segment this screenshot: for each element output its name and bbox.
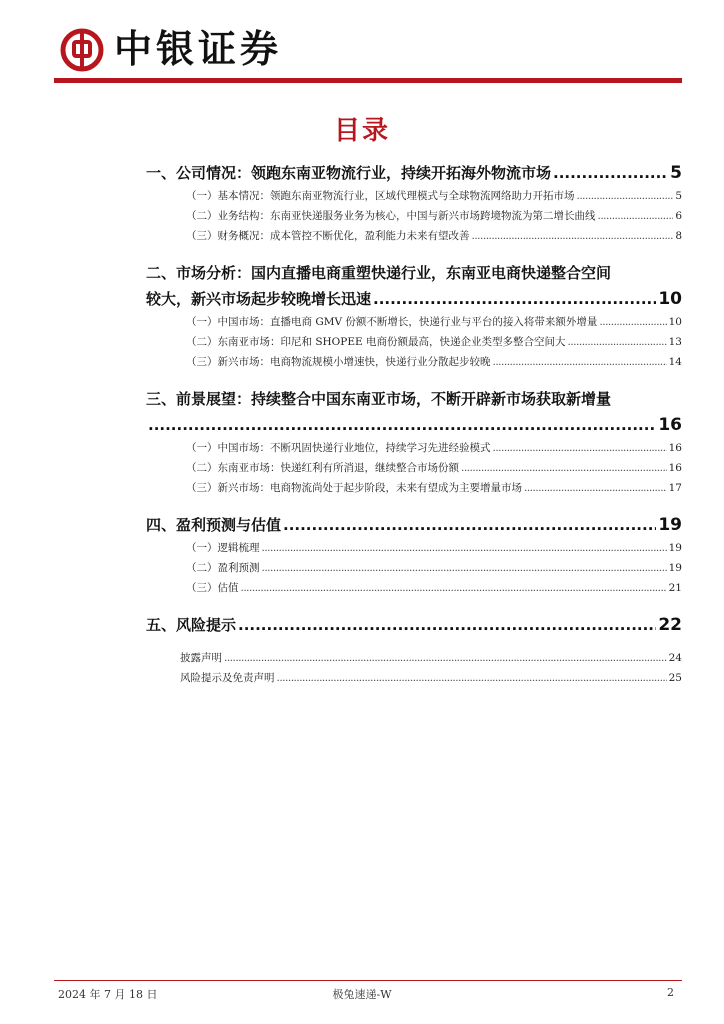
dot-leader (277, 668, 667, 688)
toc-subsection-title: （三）估值 (186, 582, 239, 594)
dot-leader (577, 186, 674, 206)
toc-subsection-title: （一）中国市场：直播电商 GMV 份额不断增长，快递行业与平台的接入将带来额外增量 (186, 316, 598, 328)
toc-subsection[interactable] (146, 186, 682, 206)
dot-leader (238, 612, 656, 638)
dot-leader (472, 226, 674, 246)
toc-subsection[interactable] (146, 206, 682, 226)
bank-of-china-coin-icon (60, 28, 104, 72)
toc-page-number: 22 (658, 615, 682, 635)
footer-date: 2024 年 7 月 18 日 (58, 988, 158, 1001)
toc-subsection-title: （三）新兴市场：电商物流规模小增速快，快递行业分散起步较晚 (186, 356, 491, 368)
toc-page-number: 13 (668, 336, 682, 348)
dot-leader (598, 206, 674, 226)
dot-leader (262, 558, 667, 578)
toc-subsection-title: （二）业务结构：东南亚快递服务业务为核心，中国与新兴市场跨境物流为第二增长曲线 (186, 210, 596, 222)
dot-leader (224, 648, 667, 668)
toc-page-number: 14 (668, 356, 682, 368)
brand-name: 中银证券 (114, 27, 283, 71)
dot-leader (283, 512, 656, 538)
toc-section-4[interactable] (146, 512, 682, 538)
toc-page-number: 16 (668, 442, 682, 454)
toc-subsection-title: （二）东南亚市场：印尼和 SHOPEE 电商份额最高，快递企业类型多整合空间大 (186, 336, 566, 348)
toc-subsection-title: （二）东南亚市场：快递红利有所消退，继续整合市场份额 (186, 462, 459, 474)
footer-company: 极兔速递-W (332, 988, 392, 1001)
toc-entry-title: 风险提示及免责声明 (180, 672, 275, 684)
toc-subsection[interactable] (146, 438, 682, 458)
toc-page-number: 25 (668, 672, 682, 684)
toc-page-number: 21 (668, 582, 682, 594)
toc-subsection-title: （一）基本情况：领跑东南亚物流行业，区域代理模式与全球物流网络助力开拓市场 (186, 190, 575, 202)
toc-page-number: 6 (675, 210, 682, 222)
toc-subsection[interactable] (146, 578, 682, 598)
toc-title: 目录 (333, 116, 390, 146)
toc-section-5[interactable] (146, 612, 682, 638)
toc-page-number: 5 (675, 190, 682, 202)
toc-subsection[interactable] (146, 226, 682, 246)
toc-page-number: 17 (668, 482, 682, 494)
toc-section-title: 五、风险提示 (146, 616, 237, 634)
toc-page-number: 19 (668, 562, 682, 574)
toc-page-number: 19 (658, 515, 682, 535)
header-divider (54, 78, 682, 83)
toc-section-title-line2: 较大，新兴市场起步较晚增长迅速 (146, 290, 372, 308)
footer-divider (54, 980, 682, 981)
toc-subsection[interactable] (146, 558, 682, 578)
toc-subsection[interactable] (146, 458, 682, 478)
toc-subsection-title: （二）盈利预测 (186, 562, 260, 574)
toc-page-number: 16 (658, 415, 682, 435)
toc-subsection[interactable] (146, 478, 682, 498)
toc-section-2[interactable] (146, 260, 682, 312)
toc-section-title-line1: 二、市场分析：国内直播电商重塑快递行业，东南亚电商快递整合空间 (146, 264, 612, 282)
dot-leader (599, 312, 666, 332)
toc-subsection[interactable] (146, 332, 682, 352)
dot-leader (493, 352, 667, 372)
dot-leader (461, 458, 667, 478)
toc-page-number: 8 (675, 230, 682, 242)
toc-subsection[interactable] (146, 312, 682, 332)
dot-leader (241, 578, 667, 598)
dot-leader (568, 332, 667, 352)
toc-page-number: 5 (670, 163, 682, 183)
toc-section-1[interactable] (146, 160, 682, 186)
toc-page-number: 24 (668, 652, 682, 664)
toc-subsection-title: （一）逻辑梳理 (186, 542, 260, 554)
toc-disclosure-entry[interactable] (146, 648, 682, 668)
toc-section-title: 一、公司情况：领跑东南亚物流行业，持续开拓海外物流市场 (146, 164, 552, 182)
toc-section-title: 三、前景展望：持续整合中国东南亚市场，不断开辟新市场获取新增量 (146, 390, 612, 408)
footer-page-number: 2 (667, 986, 674, 999)
dot-leader (553, 160, 668, 186)
toc-subsection[interactable] (146, 538, 682, 558)
toc-subsection[interactable] (146, 352, 682, 372)
toc-subsection-title: （三）新兴市场：电商物流尚处于起步阶段，未来有望成为主要增量市场 (186, 482, 522, 494)
dot-leader (493, 438, 667, 458)
dot-leader (148, 412, 656, 438)
table-of-contents (146, 160, 682, 688)
toc-subsection-title: （一）中国市场：不断巩固快递行业地位，持续学习先进经验模式 (186, 442, 491, 454)
toc-section-3[interactable] (146, 386, 682, 438)
dot-leader (524, 478, 667, 498)
toc-entry-title: 披露声明 (180, 652, 222, 664)
toc-subsection-title: （三）财务概况：成本管控不断优化，盈利能力未来有望改善 (186, 230, 470, 242)
toc-section-title: 四、盈利预测与估值 (146, 516, 282, 534)
toc-page-number: 10 (668, 316, 682, 328)
toc-page-number: 10 (658, 289, 682, 309)
toc-disclaimer-entry[interactable] (146, 668, 682, 688)
toc-page-number: 16 (668, 462, 682, 474)
report-header (0, 0, 724, 92)
dot-leader (373, 286, 656, 312)
toc-page-number: 19 (668, 542, 682, 554)
dot-leader (262, 538, 667, 558)
